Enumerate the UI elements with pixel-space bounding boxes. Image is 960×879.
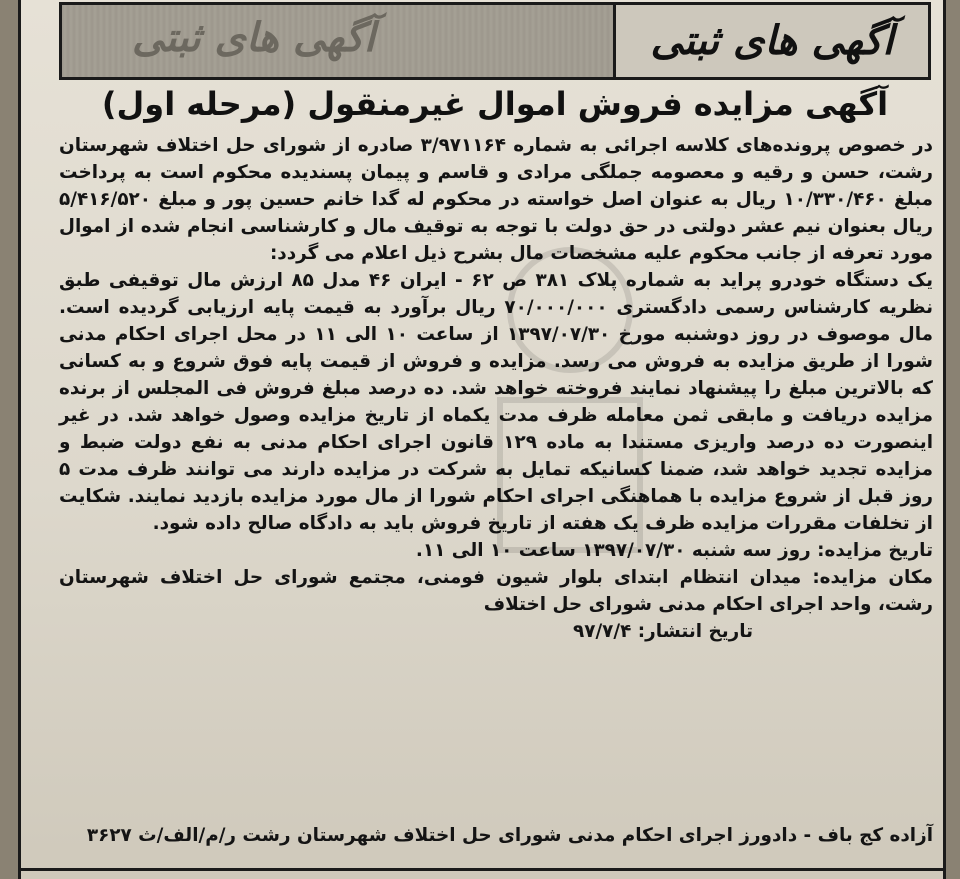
bottom-divider xyxy=(18,868,946,871)
notice-title: آگهی مزایده فروش اموال غیرمنقول (مرحله اول) xyxy=(101,85,889,123)
section-header-shadow-title: آگهی های ثبتی xyxy=(132,15,375,61)
publish-date: تاریخ انتشار: ۹۷/۷/۴ xyxy=(573,621,753,642)
notice-paragraph-property: یک دستگاه خودرو پراید به شماره پلاک ۳۸۱ ص ۶۲ - ایران ۴۶ مدل ۸۵ ارزش مال توقیفی طبق نظریه کارشناس رسمی دادگستری ۷۰/۰۰۰/۰۰۰ ریال برآورد به قیمت پایه ارزیابی گردیده است. مال موصوف در روز دوشنبه مورخ ۱۳۹۷/۰۷/۳۰ از ساعت ۱۰ الی ۱۱ در محل اجرای احکام مدنی شورا از طریق مزایده به فروش می رسد. مزایده و فروش از قیمت پایه فوق شروع و به کسانی که بالاترین مبلغ را پیشنهاد نمایند فروخته خواهد شد. ده درصد مبلغ فروش فی المجلس از برنده مزایده دریافت و مابقی ثمن معامله ظرف مدت یکماه از تاریخ مزایده وصول خواهد شد. در غیر اینصورت ده درصد واریزی مستندا به ماده ۱۲۹ قانون اجرای احکام مدنی به نفع دولت ضبط و مزایده تجدید خواهد شد، ضمنا کسانیکه تمایل به شرکت در مزایده دارند می توانند ظرف مدت ۵ روز قبل از شروع مزایده با هماهنگی اجرای احکام شورا از مال مورد مزایده بازدید نمایند. شکایت از تخلفات مقررات مزایده ظرف یک هفته از تاریخ فروش باید به دادگاه صالح داده شود. xyxy=(59,270,934,534)
notice-body xyxy=(59,132,933,645)
section-header-box xyxy=(613,5,928,77)
section-header-band xyxy=(59,2,931,80)
newspaper-clipping xyxy=(18,0,946,879)
notice-signature: آزاده کج باف - دادورز اجرای احکام مدنی شورای حل اختلاف شهرستان رشت ر/م/الف/ث ۳۶۲۷ xyxy=(86,825,933,846)
auction-date: تاریخ مزایده: روز سه شنبه ۱۳۹۷/۰۷/۳۰ ساعت ۱۰ الی ۱۱. xyxy=(415,540,933,561)
auction-place: مکان مزایده: میدان انتظام ابتدای بلوار شیون فومنی، مجتمع شورای حل اختلاف شهرستان رشت، واحد اجرای احکام مدنی شورای حل اختلاف xyxy=(59,567,933,615)
section-header-title: آگهی های ثبتی xyxy=(650,18,894,64)
notice-paragraph-case: در خصوص پرونده‌های کلاسه اجرائی به شماره ۳/۹۷۱۱۶۴ صادره از شورای حل اختلاف شهرستان رشت، حسن و رقیه و معصومه جملگی مرادی و قاسم و پیمان پسندیده محکوم است به پرداخت مبلغ ۱۰/۳۳۰/۴۶۰ ریال به عنوان اصل خواسته در محکوم له گدا خانم حسین پور و مبلغ ۵/۴۱۶/۵۲۰ ریال بعنوان نیم عشر دولتی در حق دولت با توجه به توقیف مال و کارشناسی انجام شده از اموال مورد تعرفه از جانب محکوم علیه مشخصات مال بشرح ذیل اعلام می گردد: xyxy=(59,135,933,264)
